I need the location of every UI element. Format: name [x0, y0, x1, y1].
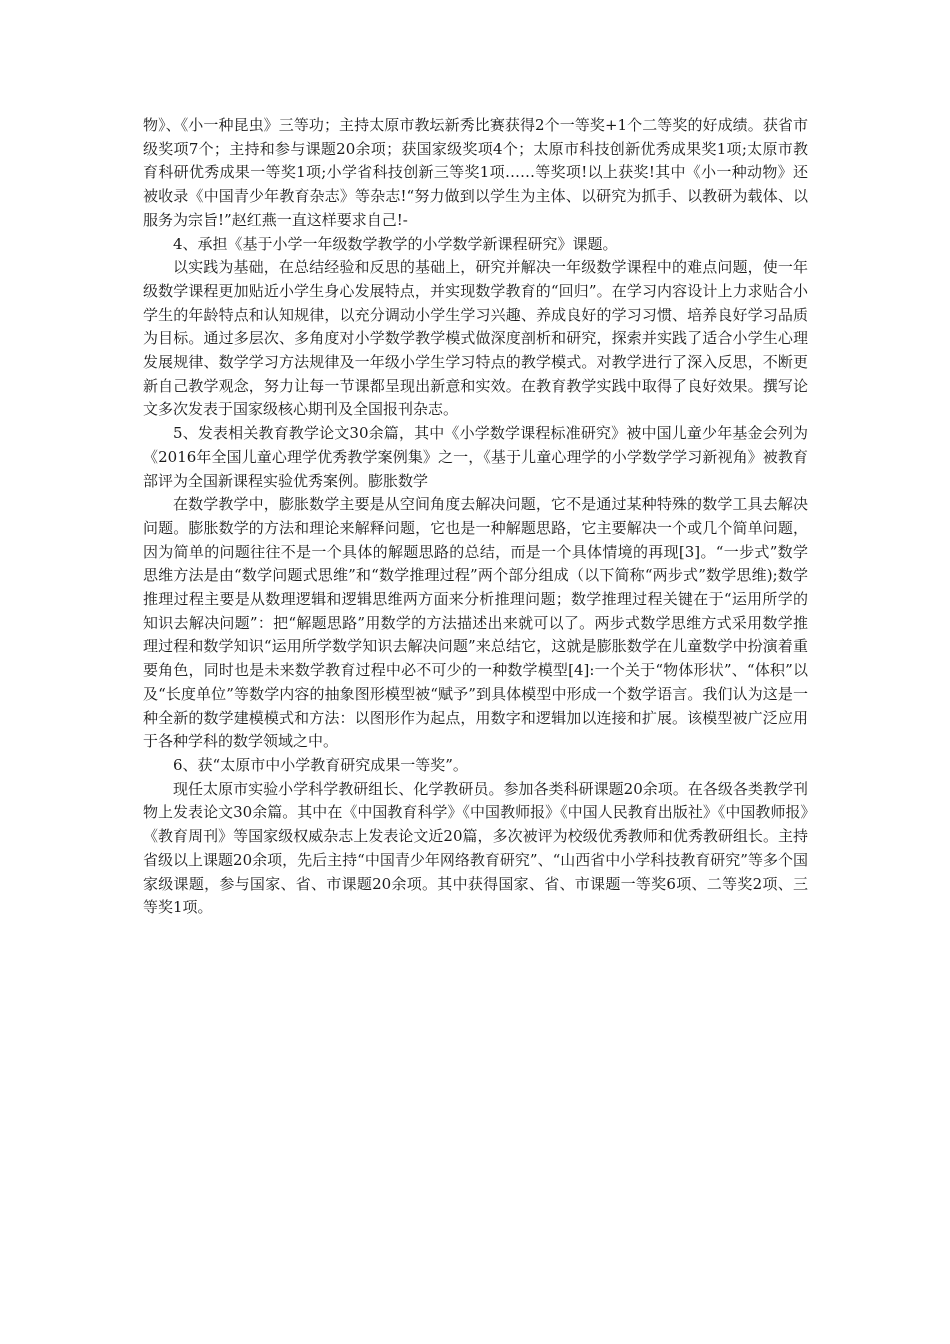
paragraph-item-5: 5、发表相关教育教学论文30余篇，其中《小学数学课程标准研究》被中国儿童少年基金会列为《2016年全国儿童心理学优秀教学案例集》之一，《基于儿童心理学的小学数学学习新视角》被教育部评为全国新课程实验优秀案例。膨胀数学 [143, 424, 808, 490]
paragraph-item-4-body: 以实践为基础，在总结经验和反思的基础上，研究并解决一年级数学课程中的难点问题，使一年级数学课程更加贴近小学生身心发展特点，并实现数学教育的“回归”。在学习内容设计上力求贴合小学生的年龄特点和认知规律，以充分调动小学生学习兴趣、养成良好的学习习惯、培养良好学习品质为目标。通过多层次、多角度对小学数学教学模式做深度剖析和研究，探索并实践了适合小学生心理发展规律、数学学习方法规律及一年级小学生学习特点的教学模式。对教学进行了深入反思，不断更新自己教学观念，努力让每一节课都呈现出新意和实效。在教育教学实践中取得了良好效果。撰写论文多次发表于国家级核心期刊及全国报刊杂志。 [143, 258, 808, 419]
paragraph-item-4-heading: 4、承担《基于小学一年级数学教学的小学数学新课程研究》课题。 [173, 234, 618, 253]
paragraph-expansion-math: 在数学教学中，膨胀数学主要是从空间角度去解决问题，它不是通过某种特殊的数学工具去解决问题。膨胀数学的方法和理论来解释问题，它也是一种解题思路，它主要解决一个或几个简单问题，因为简单的问题往往不是一个具体的解题思路的总结，而是一个具体情境的再现[3]。“一步式”数学思维方法是由“数学问题式思维”和“数学推理过程”两个部分组成（以下简称“两步式”数学思维);数学推理过程主要是从数理逻辑和逻辑思维两方面来分析推理问题；数学推理过程关键在于“运用所学的知识去解决问题”：把“解题思路”用数学的方法描述出来就可以了。两步式数学思维方式采用数学推理过程和数学知识“运用所学数学知识去解决问题”来总结它，这就是膨胀数学在儿童数学中扮演着重要角色，同时也是未来数学教育过程中必不可少的一种数学模型[4]:一个关于“物体形状”、“体积”以及“长度单位”等数学内容的抽象图形模型被“赋予”到具体模型中形成一个数学语言。我们认为这是一种全新的数学建模模式和方法：以图形作为起点，用数字和逻辑加以连接和扩展。该模型被广泛应用于各种学科的数学领域之中。 [143, 495, 808, 751]
paragraph-item-6-body: 现任太原市实验小学科学教研组长、化学教研员。参加各类科研课题20余项。在各级各类教学刊物上发表论文30余篇。其中在《中国教育科学》《中国教师报》《中国人民教育出版社》《中国教师报》《教育周刊》等国家级权威杂志上发表论文近20篇，多次被评为校级优秀教师和优秀教研组长。主持省级以上课题20余项，先后主持“中国青少年网络教育研究”、“山西省中小学科技教育研究”等多个国家级课题，参与国家、省、市课题20余项。其中获得国家、省、市课题一等奖6项、二等奖2项、三等奖1项。 [143, 779, 808, 917]
document-page [143, 114, 808, 920]
paragraph-item-6-heading: 6、获“太原市中小学教育研究成果一等奖”。 [173, 755, 468, 774]
paragraph-awards-continuation: 物》、《小一种昆虫》三等功；主持太原市教坛新秀比赛获得2个一等奖+1个二等奖的好成绩。获省市级奖项7个；主持和参与课题20余项；获国家级奖项4个；太原市科技创新优秀成果奖1项;太原市教育科研优秀成果一等奖1项;小学省科技创新三等奖1项……等奖项!以上获奖!其中《小一种动物》还被收录《中国青少年教育杂志》等杂志!“努力做到以学生为主体、以研究为抓手、以教研为载体、以服务为宗旨!”赵红燕一直这样要求自己!- [143, 116, 808, 229]
